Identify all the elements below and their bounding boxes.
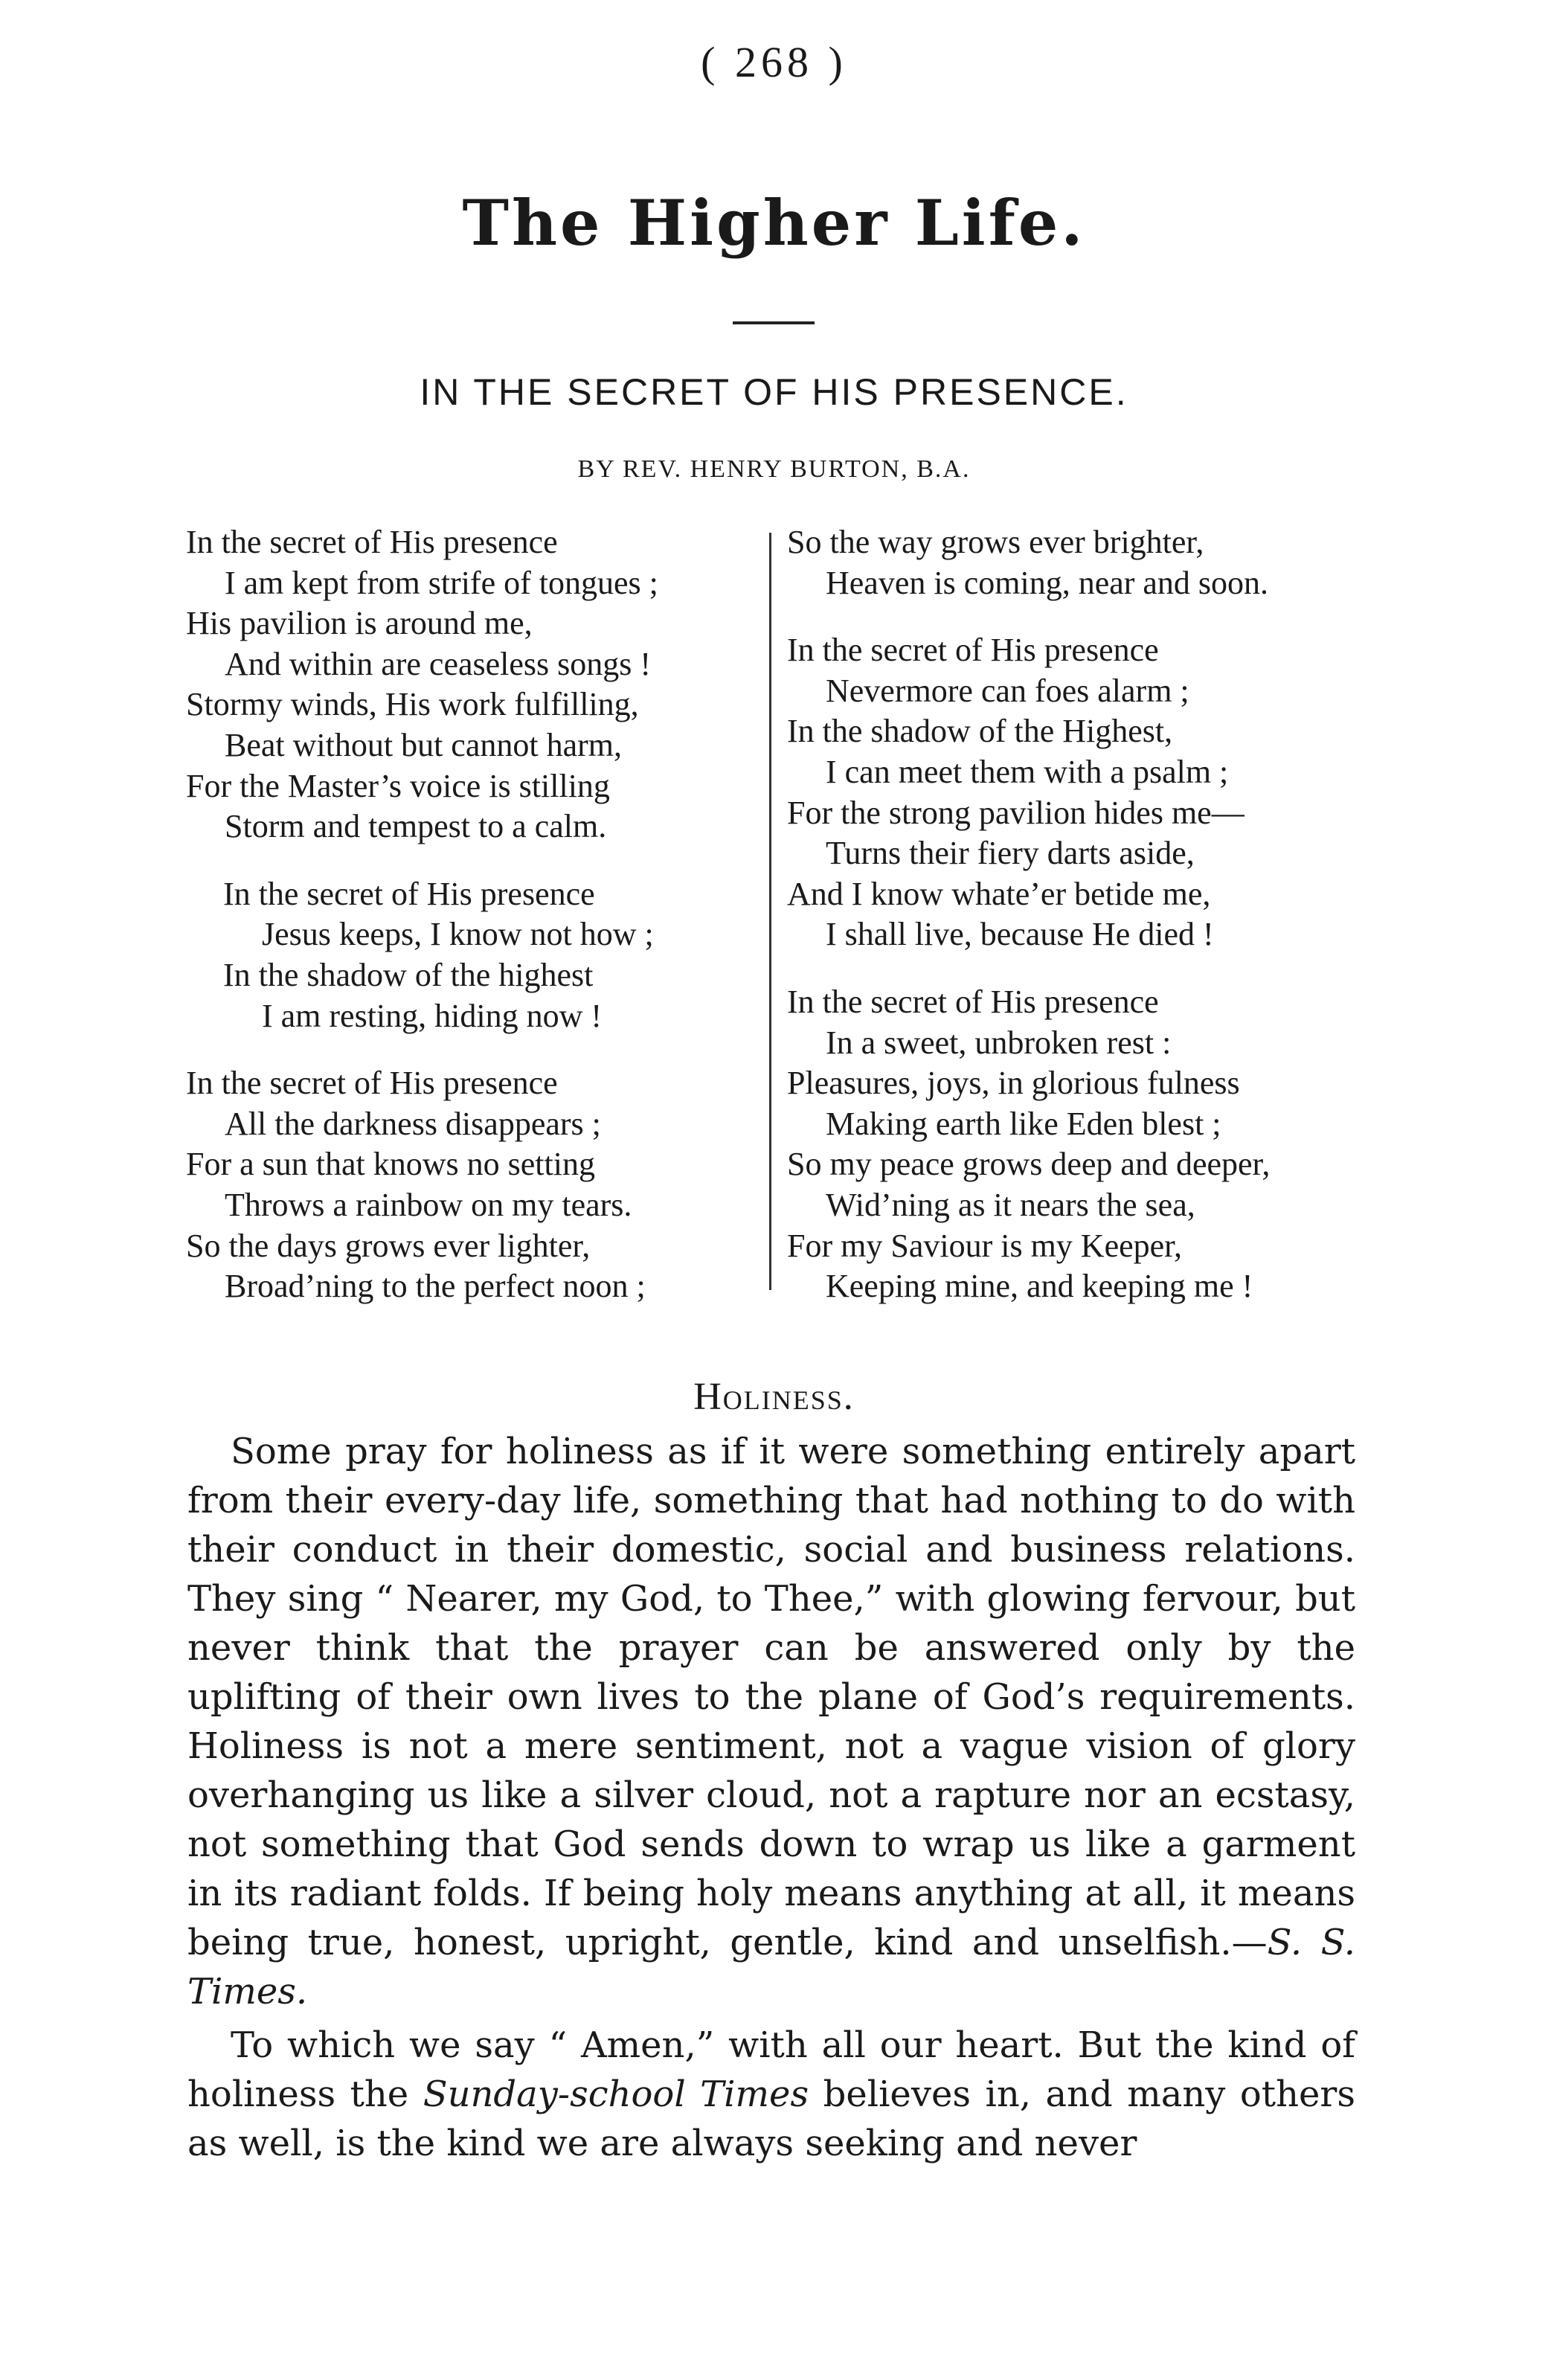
article-body <box>187 1427 1355 2172</box>
poem-line: So the days grows ever lighter, <box>186 1227 591 1264</box>
poem-line: Nevermore can foes alarm ; <box>826 672 1189 709</box>
stanza <box>787 522 1367 603</box>
poem-line: In the secret of His presence <box>186 524 558 560</box>
poem-line: Stormy winds, His work fulfilling, <box>186 686 639 723</box>
poem-line: And I know whate’er betide me, <box>787 875 1211 912</box>
paragraph <box>187 2021 1355 2168</box>
source-citation: S. S. Times. <box>187 1922 1356 2012</box>
stanza <box>787 982 1367 1307</box>
poem-line: Beat without but cannot harm, <box>225 726 622 763</box>
paragraph-text: Some pray for holiness as if it were something entirely apart from their every-day life, something that had nothing to do with their conduct in their domestic, social and business relations. They sing “ Nearer, my God, to Thee,” with glowing fervour, but never think that the prayer can be answered only by the uplifting of their own lives to the plane of God’s requirements. Holiness is not a mere sentiment, not a vague vision of glory overhanging us like a silver cloud, not a rapture nor an ecstasy, not something that God sends down to wrap us like a garment in its radiant folds. If being holy means anything at all, it means being true, honest, upright, gentle, kind and unselfish.— <box>187 1431 1355 1963</box>
poem-line: In the secret of His presence <box>186 1065 558 1102</box>
stanza <box>186 1063 759 1307</box>
paragraph-text: believes in, and many others as well, is the kind we are always seeking and never <box>187 2073 1355 2164</box>
poem-line: I am kept from strife of tongues ; <box>225 564 658 601</box>
stanza <box>186 522 759 847</box>
poem-line: Broad’ning to the perfect noon ; <box>225 1268 646 1305</box>
stanza <box>787 630 1367 955</box>
title-rule <box>733 321 815 324</box>
poem-line: Wid’ning as it nears the sea, <box>826 1186 1195 1223</box>
poem-line: In the secret of His presence <box>787 983 1159 1020</box>
poem-line: Pleasures, joys, in glorious fulness <box>787 1065 1240 1102</box>
page-number: ( 268 ) <box>701 38 847 86</box>
poem-line: So the way grows ever brighter, <box>787 524 1204 560</box>
poem-line: In the shadow of the highest <box>223 956 594 993</box>
poem-line: Throws a rainbow on my tears. <box>225 1186 632 1223</box>
poem-right-column <box>787 522 1367 1334</box>
poem-line: And within are ceaseless songs ! <box>225 645 652 682</box>
masthead-title: The Higher Life. <box>462 186 1086 260</box>
poem-line: Storm and tempest to a calm. <box>225 808 607 845</box>
poem-line: I shall live, because He died ! <box>826 916 1214 953</box>
poem-line: So my peace grows deep and deeper, <box>787 1146 1271 1183</box>
section-title: Holiness. <box>693 1376 855 1418</box>
poem-left-column <box>186 522 759 1334</box>
poem-line: In the shadow of the Highest, <box>787 713 1173 750</box>
poem-line: For the Master’s voice is stilling <box>186 767 610 804</box>
poem-line: Making earth like Eden blest ; <box>826 1105 1221 1142</box>
poem-line: Keeping mine, and keeping me ! <box>826 1268 1253 1305</box>
poem-line: I can meet them with a psalm ; <box>826 753 1229 790</box>
poem-line: His pavilion is around me, <box>186 605 533 642</box>
poem-line: All the darkness disappears ; <box>225 1105 601 1142</box>
poem-byline: BY REV. HENRY BURTON, B.A. <box>577 455 971 483</box>
poem-line: Heaven is coming, near and soon. <box>826 564 1269 601</box>
poem-line: I am resting, hiding now ! <box>262 997 603 1034</box>
poem-line: In the secret of His presence <box>223 875 595 912</box>
poem-title: IN THE SECRET OF HIS PRESENCE. <box>420 371 1128 413</box>
poem-line: Turns their fiery darts aside, <box>826 835 1195 872</box>
poem-line: In the secret of His presence <box>787 632 1159 669</box>
paragraph-text: To which we say “ Amen,” with all our heart. But the kind of holiness the <box>187 2024 1355 2115</box>
poem-line: For a sun that knows no setting <box>186 1146 595 1183</box>
stanza <box>223 874 759 1036</box>
poem-line: In a sweet, unbroken rest : <box>826 1024 1172 1061</box>
poem-line: Jesus keeps, I know not how ; <box>262 916 654 953</box>
poem-line: For my Saviour is my Keeper, <box>787 1227 1183 1264</box>
column-divider <box>769 533 771 1290</box>
publication-name: Sunday-school Times <box>423 2073 809 2115</box>
poem-line: For the strong pavilion hides me— <box>787 794 1244 831</box>
paragraph <box>187 1427 1355 2016</box>
